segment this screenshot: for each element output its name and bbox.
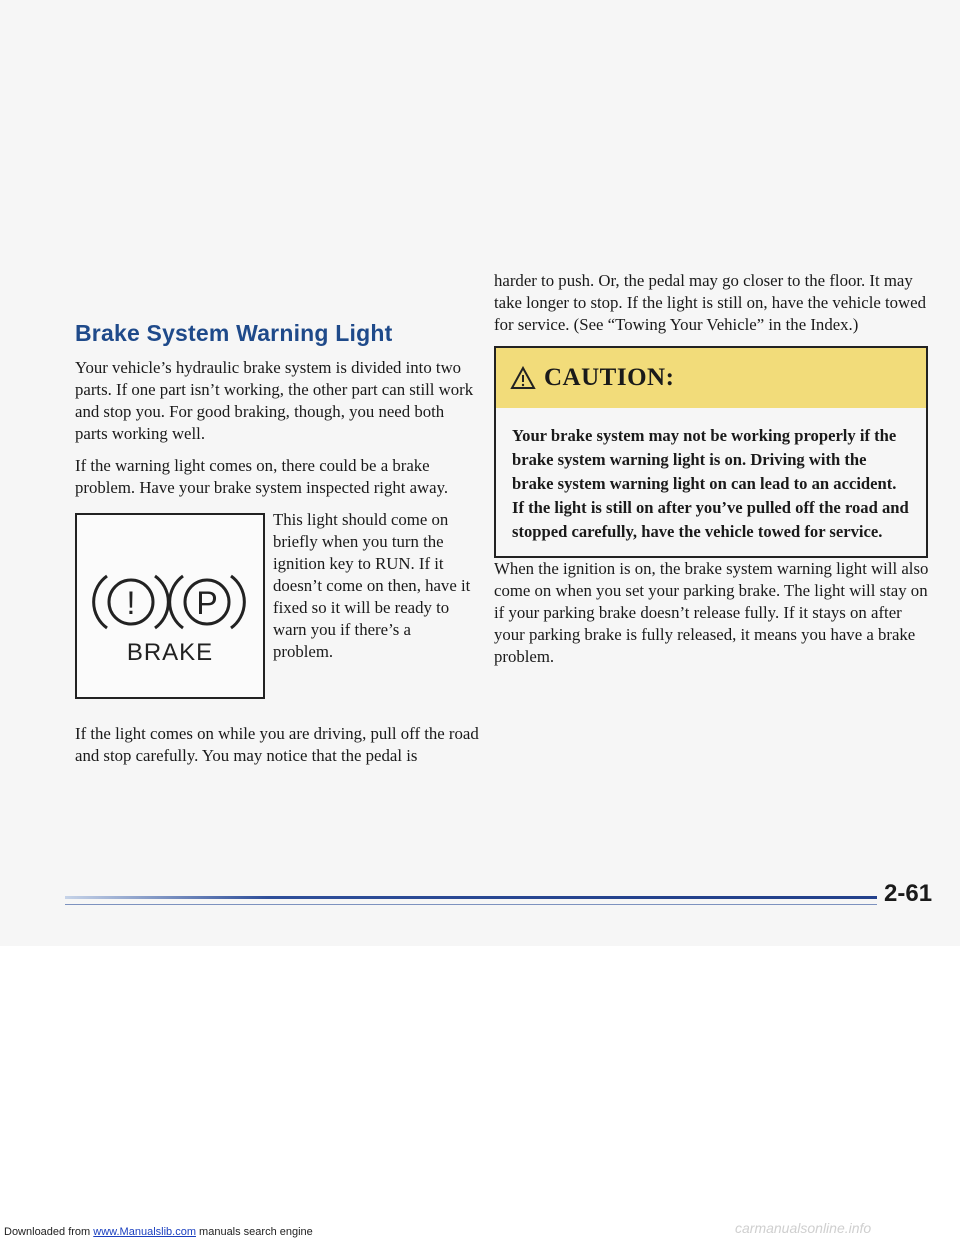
paragraph-parking-brake: When the ignition is on, the brake system warning light will also come on when you set your parking brake. The light will stay on if your parking brake doesn’t release fully. If it stays on after your parking brake is fully released, it means you have a brake problem. xyxy=(494,559,929,666)
right-column xyxy=(494,270,934,678)
manualslib-link[interactable]: www.Manualslib.com xyxy=(93,1226,196,1238)
caution-title: CAUTION: xyxy=(544,364,675,391)
page-number: 2-61 xyxy=(884,880,933,907)
paragraph-warning-light: If the warning light comes on, there could be a brake problem. Have your brake system inspected right away. xyxy=(75,456,449,497)
section-heading: Brake System Warning Light xyxy=(75,320,393,346)
icon-symbol-park: P xyxy=(196,585,218,621)
footer-rule-thin xyxy=(65,904,877,905)
paragraph-hydraulic-system: Your vehicle’s hydraulic brake system is divided into two parts. If one part isn’t working, the other part can still work and stop you. For good braking, though, you need both parts working well. xyxy=(75,358,474,443)
caution-header xyxy=(496,348,926,408)
brake-warning-icon-box xyxy=(75,513,265,699)
warning-triangle-icon xyxy=(510,366,536,390)
footer-prefix: Downloaded from xyxy=(4,1226,91,1238)
brake-warning-icon xyxy=(89,570,249,634)
watermark-text: carmanualsonline.info xyxy=(735,1220,872,1236)
icon-symbol-exclamation: ! xyxy=(126,585,136,621)
footer-rule xyxy=(65,896,877,899)
left-column xyxy=(75,320,480,777)
paragraph-pedal-continued: harder to push. Or, the pedal may go closer to the floor. It may take longer to stop. If the light is still on, have the vehicle towed for service. (See “Towing Your Vehicle” in the Index.) xyxy=(494,271,927,334)
caution-text: Your brake system may not be working properly if the brake system warning light is on. Driving with the brake system warning light on can lead to an accident. If the light is still on after you’ve pulled off the road and stopped carefully, have the vehicle towed for service. xyxy=(512,426,909,541)
brake-light-figure xyxy=(75,510,480,723)
download-footer xyxy=(4,1226,313,1238)
footer-suffix: manuals search engine xyxy=(199,1226,313,1238)
paragraph-light-check: This light should come on briefly when you turn the ignition key to RUN. If it doesn’t come on then, have it fixed so it will be ready to warn you if there’s a problem. xyxy=(273,510,471,661)
paragraph-while-driving: If the light comes on while you are driving, pull off the road and stop carefully. You may notice that the pedal is xyxy=(75,724,479,765)
caution-box xyxy=(494,346,928,558)
brake-icon-caption: BRAKE xyxy=(126,639,214,666)
